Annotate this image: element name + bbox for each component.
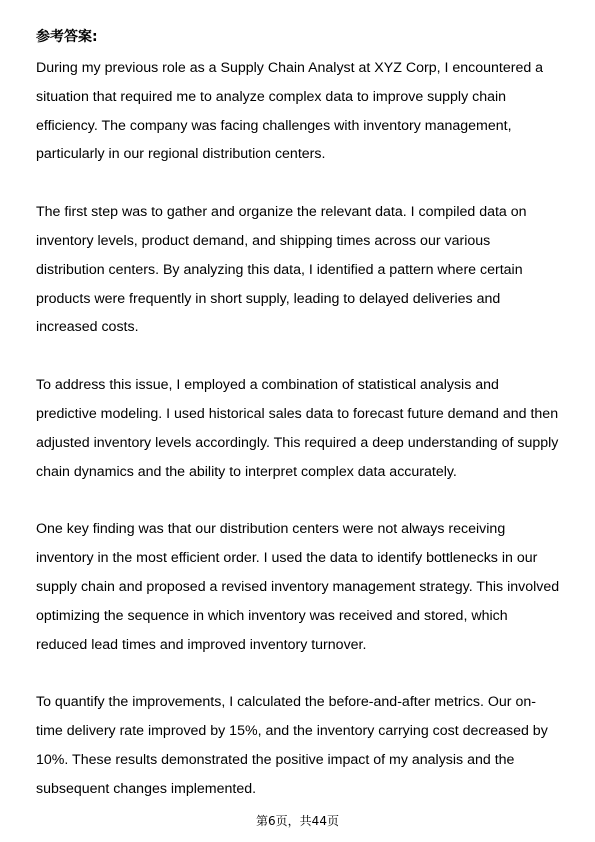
answer-heading: 参考答案: <box>36 29 98 45</box>
paragraph-analysis-method: To address this issue, I employed a combination of statistical analysis and predictive modeling. I used historical sales data to forecast future demand and then adjusted inventory levels accordingly. This required a deep understanding of supply chain dynamics and the ability to interpret complex data accurately. <box>36 377 559 480</box>
paragraph-results: To quantify the improvements, I calculated the before-and-after metrics. Our on-time delivery rate improved by 15%, and the inventory carrying cost decreased by 10%. These results demonstrated the positive impact of my analysis and the subsequent changes implemented. <box>36 694 548 797</box>
paragraph-data-gathering: The first step was to gather and organize the relevant data. I compiled data on inventory levels, product demand, and shipping times across our various distribution centers. By analyzing this data, I identified a pattern where certain products were frequently in short supply, leading to delayed deliveries and increased costs. <box>36 204 527 336</box>
paragraph-intro: During my previous role as a Supply Chain Analyst at XYZ Corp, I encountered a situation that required me to analyze complex data to improve supply chain efficiency. The company was facing challenges with inventory management, particularly in our regional distribution centers. <box>36 60 544 163</box>
paragraph-key-finding: One key finding was that our distribution centers were not always receiving inventory in the most efficient order. I used the data to identify bottlenecks in our supply chain and proposed a revised inventory management strategy. This involved optimizing the sequence in which inventory was received and stored, which reduced lead times and improved inventory turnover. <box>36 521 560 653</box>
answer-body <box>36 54 561 833</box>
page-number-footer: 第6页，共44页 <box>256 814 339 828</box>
